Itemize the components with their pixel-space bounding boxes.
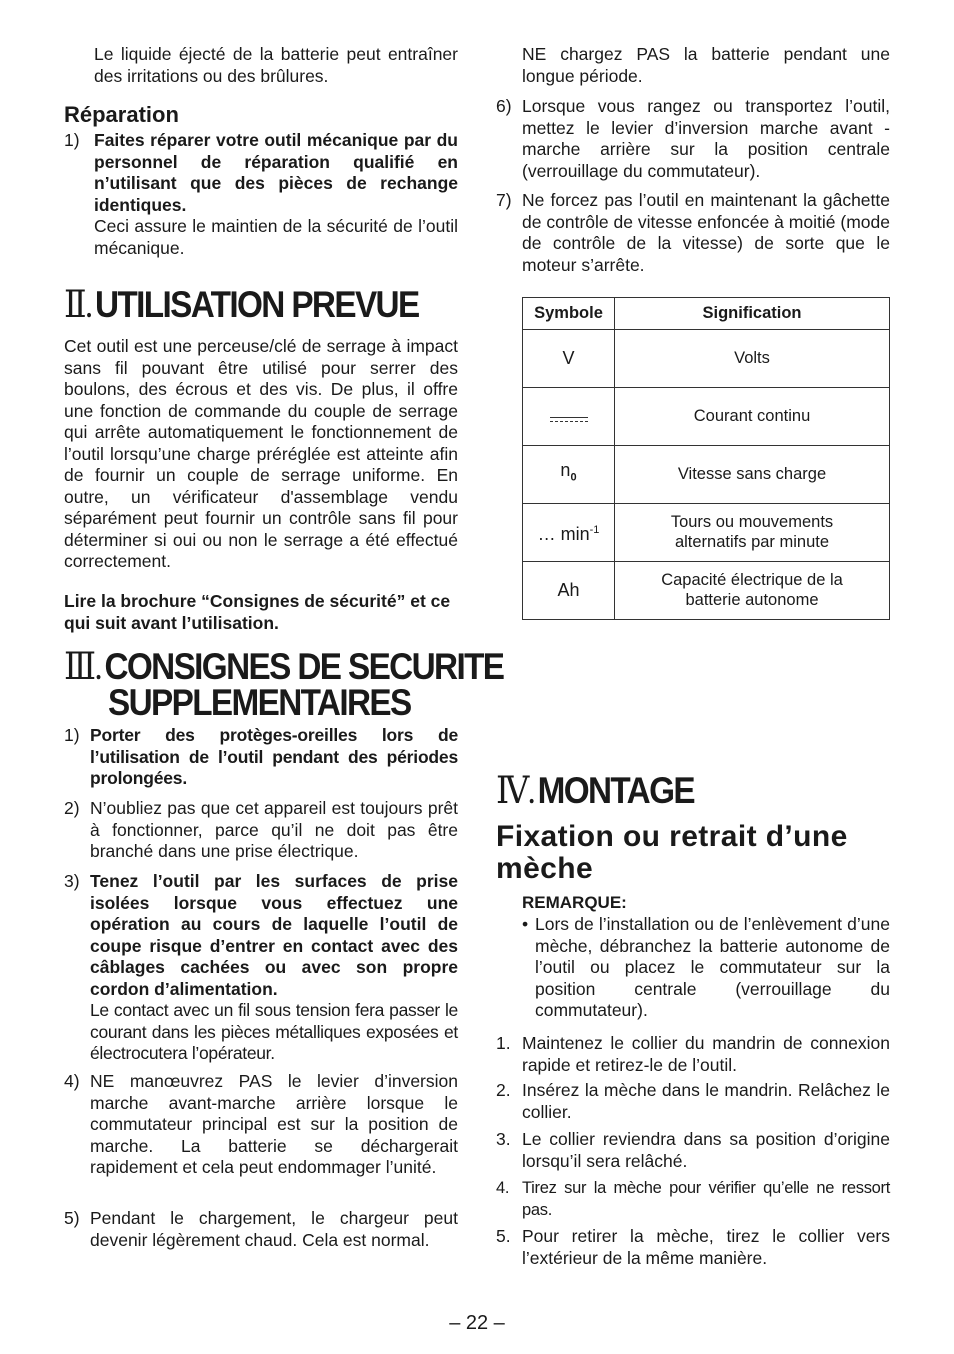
safety-item-7 xyxy=(496,190,890,276)
meaning-cell: Vitesse sans charge xyxy=(615,446,890,504)
intro-text: Le liquide éjecté de la batterie peut entraîner des irritations ou des brûlures. xyxy=(94,44,458,86)
item-number: 5) xyxy=(64,1208,80,1228)
page-number: – 22 – xyxy=(449,1312,505,1334)
table-header: Signification xyxy=(615,298,890,330)
symbol-table xyxy=(522,297,890,620)
item-bold-text: Porter des protèges-oreilles lors de l’utilisation de l’outil pendant des périodes prolongées. xyxy=(90,725,458,788)
table-row xyxy=(523,562,890,620)
step-text: Le collier reviendra dans sa position d’origine lorsqu’il sera relâché. xyxy=(522,1129,890,1171)
remark-text: Lors de l’installation ou de l’enlèvement d’une mèche, débranchez la batterie autonome de l’outil ou placez le commutateur sur la position centrale (verrouillage du commutateur). xyxy=(535,914,890,1020)
item-number: 6) xyxy=(496,96,512,116)
item-number: 3) xyxy=(64,871,80,891)
symbol-text: … min xyxy=(537,523,590,544)
reparation-heading: Réparation xyxy=(64,102,179,127)
direct-current-icon xyxy=(550,417,588,422)
step-4 xyxy=(496,1178,890,1221)
section-4-roman: Ⅳ. xyxy=(496,771,534,812)
step-text: Insérez la mèche dans le mandrin. Relâchez le collier. xyxy=(522,1080,890,1122)
meaning-cell: Tours ou mouvements alternatifs par minute xyxy=(615,504,890,562)
item-number: 4) xyxy=(64,1071,80,1091)
meaning-cell: Courant continu xyxy=(615,388,890,446)
safety-item-6 xyxy=(496,96,890,182)
item-text: Le contact avec un fil sous tension fera passer le courant dans les pièces métalliques exposées et électrocutera l’opérateur. xyxy=(90,1000,458,1063)
table-header-row xyxy=(523,298,890,330)
item-text: Ceci assure le maintien de la sécurité de l’outil mécanique. xyxy=(94,216,458,258)
symbol-cell xyxy=(523,504,615,562)
symbol-superscript: -1 xyxy=(589,523,600,536)
table-header: Symbole xyxy=(523,298,615,330)
safety-item-4 xyxy=(64,1071,458,1179)
section-4-title xyxy=(496,772,694,810)
step-text: Maintenez le collier du mandrin de connexion rapide et retirez-le de l’outil. xyxy=(522,1033,890,1075)
section-3-title-line1: CONSIGNES DE SECURITE xyxy=(104,646,504,687)
step-3 xyxy=(496,1129,890,1172)
step-text: Pour retirer la mèche, tirez le collier vers l’extérieur de la même manière. xyxy=(522,1226,890,1268)
step-1 xyxy=(496,1033,890,1076)
table-row xyxy=(523,446,890,504)
table-row xyxy=(523,388,890,446)
item-bold-text: Faites réparer votre outil mécanique par du personnel de réparation qualifié en n’utilisant que des pièces de rechange identiques. xyxy=(94,130,458,215)
section-2-title xyxy=(64,286,419,324)
symbol-cell: Ah xyxy=(523,562,615,620)
item-number: 1) xyxy=(64,725,80,745)
item-bold-text: Tenez l’outil par les surfaces de prise isolées lorsque vous effectuez une opération au cours de laquelle l’outil de coupe risque d’entrer en contact avec des câblages cachées ou avec son propre cordon d’alimentation. xyxy=(90,871,458,999)
symbol-cell xyxy=(523,388,615,446)
item-text: Ne forcez pas l’outil en maintenant la gâchette de contrôle de vitesse enfoncée à moitié (mode de contrôle de la vitesse) de sorte que le moteur s’arrête. xyxy=(522,190,890,275)
section-2-roman: Ⅱ. xyxy=(64,285,92,326)
section-3-title-line2: SUPPLEMENTAIRES xyxy=(108,682,411,723)
item-text: NE manœuvrez PAS le levier d’inversion marche avant-marche arrière lorsque le commutateur principal est sur la position de marche. La batterie se déchargerait rapidement et cela peut endommager l’unité. xyxy=(90,1071,458,1177)
step-2 xyxy=(496,1080,890,1123)
meaning-cell: Volts xyxy=(615,330,890,388)
symbol-cell: V xyxy=(523,330,615,388)
step-number: 1. xyxy=(496,1033,511,1053)
table-row xyxy=(523,504,890,562)
step-number: 5. xyxy=(496,1226,511,1246)
section-3-title xyxy=(64,648,503,686)
safety-item-2 xyxy=(64,798,458,863)
symbol-text: n xyxy=(560,459,571,480)
section-4-subtitle: Fixation ou retrait d’une mèche xyxy=(496,820,848,885)
item-number: 1) xyxy=(64,130,80,150)
section-2-paragraph: Cet outil est une perceuse/clé de serrage à impact sans fil pouvant être utilisé pour serrer des boulons, des écrous et des vis. De plus, il offre une fonction de commande du couple de serrage qui arrête automatiquement le fonctionnement de l’outil lorsqu’une charge préréglée est atteinte afin de fournir un couple de serrage uniforme. En outre, un vérificateur d'assemblage vendu séparément peut fournir un contrôle sans fil pour déterminer si oui ou non le serrage a été effectué correctement. xyxy=(64,336,458,571)
symbol-subscript: 0 xyxy=(570,471,577,484)
item-number: 2) xyxy=(64,798,80,818)
remark-bullet xyxy=(522,914,890,1022)
reparation-item-1 xyxy=(64,130,458,259)
safety-item-1 xyxy=(64,725,458,790)
continued-text: NE chargez PAS la batterie pendant une longue période. xyxy=(522,44,890,86)
section-3-roman: Ⅲ. xyxy=(64,647,101,688)
safety-item-5 xyxy=(64,1208,458,1251)
item-text: N’oubliez pas que cet appareil est toujours prêt à fonctionner, parce qu’il ne doit pas être branché dans une prise électrique. xyxy=(90,798,458,861)
item-text: Lorsque vous rangez ou transportez l’outil, mettez le levier d’inversion marche avant - marche arrière sur la position centrale (verrouillage du commutateur). xyxy=(522,96,890,181)
step-text: Tirez sur la mèche pour vérifier qu’elle ne ressort pas. xyxy=(522,1179,890,1219)
remark-label: REMARQUE: xyxy=(522,893,627,912)
item-text: Pendant le chargement, le chargeur peut devenir légèrement chaud. Cela est normal. xyxy=(90,1208,458,1250)
section-4-title-text: MONTAGE xyxy=(537,770,694,811)
safety-item-3 xyxy=(64,871,458,1065)
bullet-icon: • xyxy=(522,914,529,934)
item-number: 7) xyxy=(496,190,512,210)
step-5 xyxy=(496,1226,890,1269)
step-number: 2. xyxy=(496,1080,511,1100)
symbol-cell xyxy=(523,446,615,504)
section-2-title-text: UTILISATION PREVUE xyxy=(94,284,419,325)
meaning-cell: Capacité électrique de la batterie autonome xyxy=(615,562,890,620)
section-2-bold-note: Lire la brochure “Consignes de sécurité” et ce qui suit avant l’utilisation. xyxy=(64,591,451,633)
table-row xyxy=(523,330,890,388)
step-number: 3. xyxy=(496,1129,511,1149)
step-number: 4. xyxy=(496,1179,510,1197)
